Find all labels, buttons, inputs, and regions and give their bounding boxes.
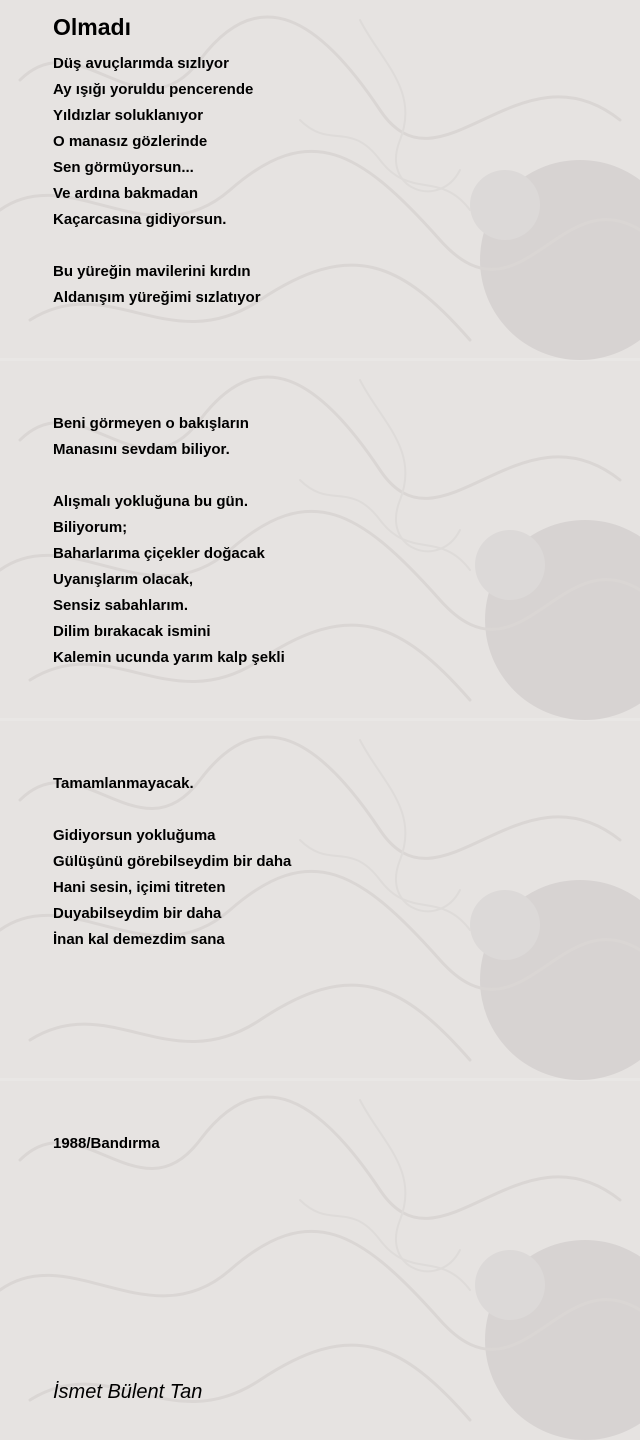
poem-line: İnan kal demezdim sana <box>53 931 225 948</box>
poem-line: Kaçarcasına gidiyorsun. <box>53 211 227 228</box>
poem-line: Ve ardına bakmadan <box>53 185 199 202</box>
poem-line: Biliyorum; <box>53 519 128 536</box>
poem-line: Manasını sevdam biliyor. <box>53 441 230 458</box>
poem-title: Olmadı <box>53 14 131 40</box>
poem-date-place: 1988/Bandırma <box>53 1135 160 1152</box>
poem-line: Dilim bırakacak ismini <box>53 623 211 640</box>
poem-line: Gidiyorsun yokluğuma <box>53 827 216 844</box>
poem-line: O manasız gözlerinde <box>53 133 208 150</box>
poem-line: Yıldızlar soluklanıyor <box>53 107 204 124</box>
poem-line: Kalemin ucunda yarım kalp şekli <box>53 649 285 666</box>
poem-line: Alışmalı yokluğuna bu gün. <box>53 493 249 510</box>
poem-line: Hani sesin, içimi titreten <box>53 879 226 896</box>
poem-line: Bu yüreğin mavilerini kırdın <box>53 263 251 280</box>
poem-line: Gülüşünü görebilseydim bir daha <box>53 853 292 870</box>
poem-line: Uyanışlarım olacak, <box>53 571 194 588</box>
poem-author: İsmet Bülent Tan <box>53 1381 203 1403</box>
poem-line: Aldanışım yüreğimi sızlatıyor <box>53 289 261 306</box>
poem-line: Duyabilseydim bir daha <box>53 905 222 922</box>
poem-line: Beni görmeyen o bakışların <box>53 415 249 432</box>
poem-line: Baharlarıma çiçekler doğacak <box>53 545 265 562</box>
poem-line: Düş avuçlarımda sızlıyor <box>53 55 229 72</box>
poem-line: Sen görmüyorsun... <box>53 159 194 176</box>
poem-line: Ay ışığı yoruldu pencerende <box>53 81 254 98</box>
poem-line: Sensiz sabahlarım. <box>53 597 189 614</box>
poem-line: Tamamlanmayacak. <box>53 775 194 792</box>
